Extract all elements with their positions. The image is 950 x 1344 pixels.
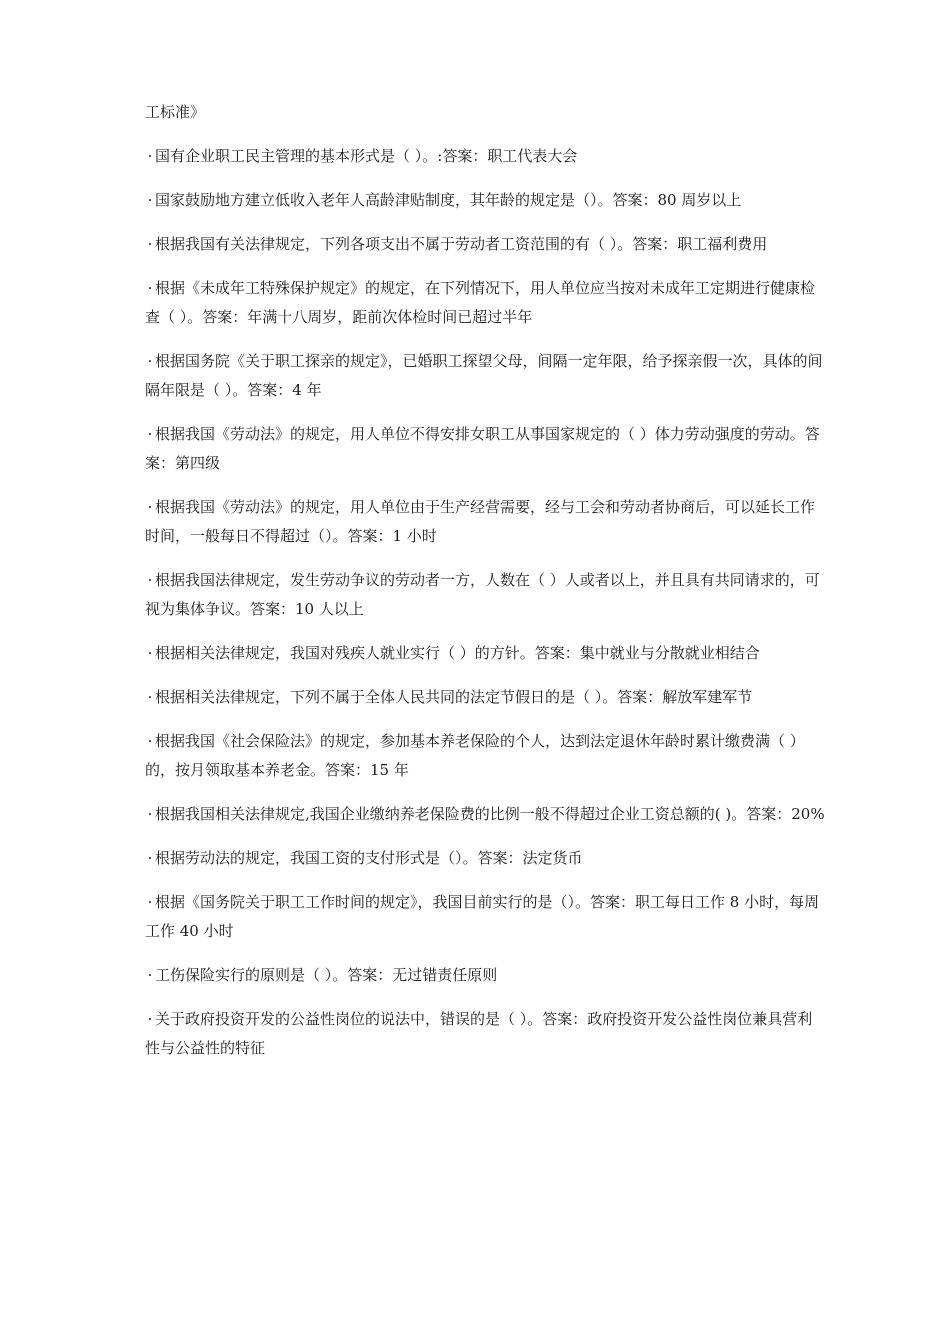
qa-item-9 bbox=[145, 639, 825, 668]
bullet-icon: · bbox=[147, 498, 153, 516]
bullet-icon: · bbox=[147, 1010, 153, 1028]
qa-item-8 bbox=[145, 566, 825, 624]
qa-text: 根据相关法律规定，下列不属于全体人民共同的法定节假日的是（ ）。答案：解放军建军节 bbox=[155, 688, 753, 706]
qa-text: 根据我国相关法律规定,我国企业缴纳养老保险费的比例一般不得超过企业工资总额的( )。答案：20% bbox=[155, 805, 825, 823]
qa-item-15 bbox=[145, 961, 825, 990]
bullet-icon: · bbox=[147, 644, 153, 662]
bullet-icon: · bbox=[147, 147, 153, 165]
bullet-icon: · bbox=[147, 966, 153, 984]
qa-text: 根据国务院《关于职工探亲的规定》，已婚职工探望父母，间隔一定年限，给予探亲假一次，具体的间隔年限是（ ）。答案：4 年 bbox=[145, 352, 823, 399]
qa-item-13 bbox=[145, 844, 825, 873]
bullet-icon: · bbox=[147, 688, 153, 706]
document-body bbox=[145, 98, 825, 1078]
bullet-icon: · bbox=[147, 279, 153, 297]
bullet-icon: · bbox=[147, 849, 153, 867]
bullet-icon: · bbox=[147, 732, 153, 750]
qa-text: 根据我国法律规定，发生劳动争议的劳动者一方，人数在（ ）人或者以上，并且具有共同请求的，可视为集体争议。答案：10 人以上 bbox=[145, 571, 820, 618]
bullet-icon: · bbox=[147, 805, 153, 823]
qa-item-16 bbox=[145, 1005, 825, 1063]
qa-item-1 bbox=[145, 142, 825, 171]
qa-item-14 bbox=[145, 888, 825, 946]
qa-text: 国有企业职工民主管理的基本形式是（ ）。:答案：职工代表大会 bbox=[155, 147, 578, 165]
qa-text: 国家鼓励地方建立低收入老年人高龄津贴制度，其年龄的规定是（）。答案：80 周岁以上 bbox=[155, 191, 742, 209]
qa-text: 根据《未成年工特殊保护规定》的规定，在下列情况下，用人单位应当按对未成年工定期进行健康检查（ ）。答案：年满十八周岁，距前次体检时间已超过半年 bbox=[145, 279, 816, 326]
qa-text: 根据《国务院关于职工工作时间的规定》，我国目前实行的是（）。答案：职工每日工作 8 小时，每周工作 40 小时 bbox=[145, 893, 820, 940]
qa-item-2 bbox=[145, 186, 825, 215]
qa-text: 根据我国《社会保险法》的规定，参加基本养老保险的个人，达到法定退休年龄时累计缴费满（ ）的，按月领取基本养老金。答案：15 年 bbox=[145, 732, 805, 779]
bullet-icon: · bbox=[147, 571, 153, 589]
qa-item-4 bbox=[145, 274, 825, 332]
qa-text: 工伤保险实行的原则是（ ）。答案：无过错责任原则 bbox=[155, 966, 498, 984]
qa-text: 根据我国《劳动法》的规定，用人单位不得安排女职工从事国家规定的（ ）体力劳动强度的劳动。答案：第四级 bbox=[145, 425, 820, 472]
qa-item-6 bbox=[145, 420, 825, 478]
qa-item-12 bbox=[145, 800, 825, 829]
continued-fragment: 工标准》 bbox=[145, 103, 206, 121]
qa-text: 根据我国有关法律规定，下列各项支出不属于劳动者工资范围的有（ ）。答案：职工福利费用 bbox=[155, 235, 768, 253]
bullet-icon: · bbox=[147, 235, 153, 253]
bullet-icon: · bbox=[147, 191, 153, 209]
qa-item-11 bbox=[145, 727, 825, 785]
qa-text: 根据劳动法的规定，我国工资的支付形式是（）。答案：法定货币 bbox=[155, 849, 583, 867]
qa-item-10 bbox=[145, 683, 825, 712]
bullet-icon: · bbox=[147, 425, 153, 443]
qa-item-7 bbox=[145, 493, 825, 551]
qa-text: 根据相关法律规定，我国对残疾人就业实行（ ）的方针。答案：集中就业与分散就业相结合 bbox=[155, 644, 760, 662]
qa-text: 根据我国《劳动法》的规定，用人单位由于生产经营需要，经与工会和劳动者协商后，可以延长工作时间，一般每日不得超过（）。答案：1 小时 bbox=[145, 498, 816, 545]
qa-item-5 bbox=[145, 347, 825, 405]
qa-item-3 bbox=[145, 230, 825, 259]
bullet-icon: · bbox=[147, 893, 153, 911]
qa-text: 关于政府投资开发的公益性岗位的说法中，错误的是（ ）。答案：政府投资开发公益性岗位兼具营利性与公益性的特征 bbox=[145, 1010, 813, 1057]
bullet-icon: · bbox=[147, 352, 153, 370]
